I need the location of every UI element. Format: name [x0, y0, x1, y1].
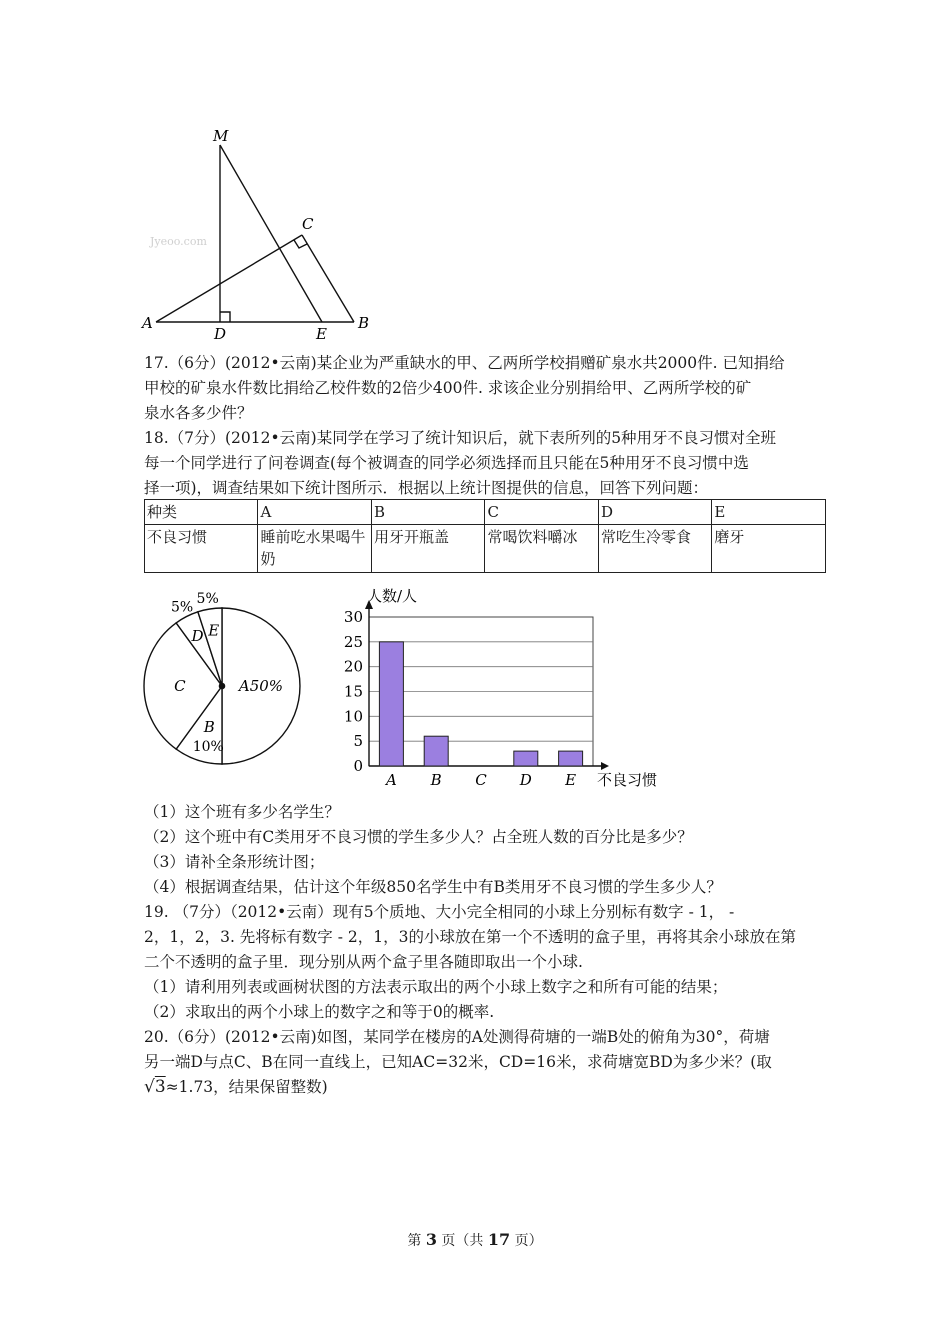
page-number: 3 [425, 1230, 437, 1249]
question-text-line: 二个不透明的盒子里．现分别从两个盒子里各随即取出一个小球. [144, 953, 583, 971]
segment-me [220, 145, 322, 322]
pie-label-b: B [203, 717, 215, 736]
question-text-line: 18.（7分）(2012•云南)某同学在学习了统计知识后，就下表所列的5种用牙不良习惯对全班 [144, 429, 777, 447]
subquestion-line: （1）这个班有多少名学生？ [144, 803, 340, 821]
y-tick-label: 0 [353, 757, 363, 775]
question-text-line: 泉水各多少件？ [144, 404, 253, 422]
table-cell: B [371, 500, 484, 525]
question-text-line: 20.（6分）(2012•云南)如图，某同学在楼房的A处测得荷塘的一端B处的俯角为30°，荷塘 [144, 1028, 770, 1046]
pie-label-e: E [208, 621, 220, 640]
question-18 [144, 426, 824, 501]
question-text-line: （1）请利用列表或画树状图的方法表示取出的两个小球上数字之和所有可能的结果； [144, 978, 728, 996]
label-e: E [316, 325, 327, 343]
table-cell: A [258, 500, 371, 525]
table-cell: 睡前吃水果喝牛奶 [258, 525, 371, 573]
question-text-line: 择一项)，调查结果如下统计图所示．根据以上统计图提供的信息，回答下列问题： [144, 479, 709, 497]
segment-ac [156, 235, 302, 322]
footer-suffix: 页） [510, 1233, 543, 1249]
table-cell: 用牙开瓶盖 [371, 525, 484, 573]
table-row [145, 525, 826, 573]
subquestion-line: （2）这个班中有C类用牙不良习惯的学生多少人？占全班人数的百分比是多少？ [144, 828, 693, 846]
pie-label-d: D [191, 626, 204, 645]
bar-chart [325, 585, 685, 795]
table-cell: E [712, 500, 826, 525]
question-text-line [144, 1075, 824, 1100]
y-tick-label: 10 [343, 707, 363, 726]
question-text-line: 甲校的矿泉水件数比捐给乙校件数的2倍少400件. 求该企业分别捐给甲、乙两所学校的矿 [144, 379, 752, 397]
label-b: B [358, 314, 370, 332]
pie-percent-b: 10% [192, 738, 224, 755]
approx-text: ≈1.73，结果保留整数) [165, 1078, 328, 1096]
table-cell: 不良习惯 [145, 525, 258, 573]
x-tick-label: B [430, 771, 442, 789]
table-cell: D [598, 500, 711, 525]
x-tick-label: D [519, 771, 532, 789]
footer-prefix: 第 [407, 1233, 426, 1249]
label-c: C [302, 215, 314, 233]
table-cell: 种类 [145, 500, 258, 525]
question-17 [144, 351, 824, 426]
page-footer [0, 1230, 950, 1250]
pie-chart [140, 590, 340, 770]
geometry-figure [130, 125, 390, 345]
y-tick-label: 5 [353, 732, 363, 751]
question-text-line: （2）求取出的两个小球上的数字之和等于0的概率. [144, 1003, 495, 1021]
pie-percent-e: 5% [196, 591, 219, 608]
footer-middle: 页（共 [436, 1233, 488, 1249]
pie-percent-d: 5% [170, 599, 194, 616]
pie-label-c: C [174, 677, 186, 695]
question-text-line: 17.（6分）(2012•云南)某企业为严重缺水的甲、乙两所学校捐赠矿泉水共2000件. 已知捐给 [144, 354, 785, 372]
y-axis-title: 人数/人 [367, 587, 418, 605]
y-tick-label: 15 [343, 682, 363, 701]
bar-b [424, 736, 448, 766]
sqrt-radical: √3 [144, 1077, 166, 1097]
table-cell: C [485, 500, 598, 525]
y-tick-label: 30 [343, 608, 363, 626]
table-cell: 常喝饮料嚼冰 [485, 525, 598, 573]
right-angle-mark-d [220, 312, 230, 322]
table-cell: 常吃生冷零食 [598, 525, 711, 573]
question-18-subquestions [144, 800, 824, 900]
bar-a [379, 642, 403, 766]
habits-table [144, 499, 826, 573]
label-d: D [214, 325, 227, 343]
watermark: Jyeoo.com [150, 235, 207, 248]
label-m: M [213, 127, 229, 145]
question-20 [144, 1025, 824, 1100]
x-axis-title: 不良习惯 [597, 771, 658, 789]
subquestion-line: （3）请补全条形统计图； [144, 853, 325, 871]
y-tick-label: 20 [343, 657, 363, 676]
total-pages: 17 [487, 1230, 511, 1249]
segment-cb [302, 235, 354, 322]
x-tick-label: C [475, 771, 487, 789]
bar-d [514, 751, 538, 766]
question-text-line: 每一个同学进行了问卷调查(每个被调查的同学必须选择而且只能在5种用牙不良习惯中选 [144, 454, 749, 472]
question-19 [144, 900, 824, 1025]
sqrt-radicand: 3 [154, 1077, 166, 1097]
table-cell: 磨牙 [712, 525, 826, 573]
label-a: A [142, 314, 153, 332]
pie-label-a: A50% [238, 677, 284, 695]
question-text-line: 2，1，2，3. 先将标有数字 - 2，1，3的小球放在第一个不透明的盒子里，再将其余小球放在第 [144, 928, 796, 946]
subquestion-line: （4）根据调查结果，估计这个年级850名学生中有B类用牙不良习惯的学生多少人？ [144, 878, 722, 896]
bar-e [559, 751, 583, 766]
table-header-row [145, 500, 826, 525]
y-tick-label: 25 [343, 632, 363, 651]
pie-center-dot [219, 683, 224, 688]
question-text-line: 19. （7分）（2012•云南）现有5个质地、大小完全相同的小球上分别标有数字 - 1， - [144, 903, 735, 921]
x-axis-arrow [601, 762, 609, 770]
question-text-line: 另一端D与点C、B在同一直线上，已知AC=32米，CD=16米，求荷塘宽BD为多少米？(取 [144, 1053, 772, 1071]
x-tick-label: E [565, 771, 577, 789]
x-tick-label: A [385, 771, 397, 789]
